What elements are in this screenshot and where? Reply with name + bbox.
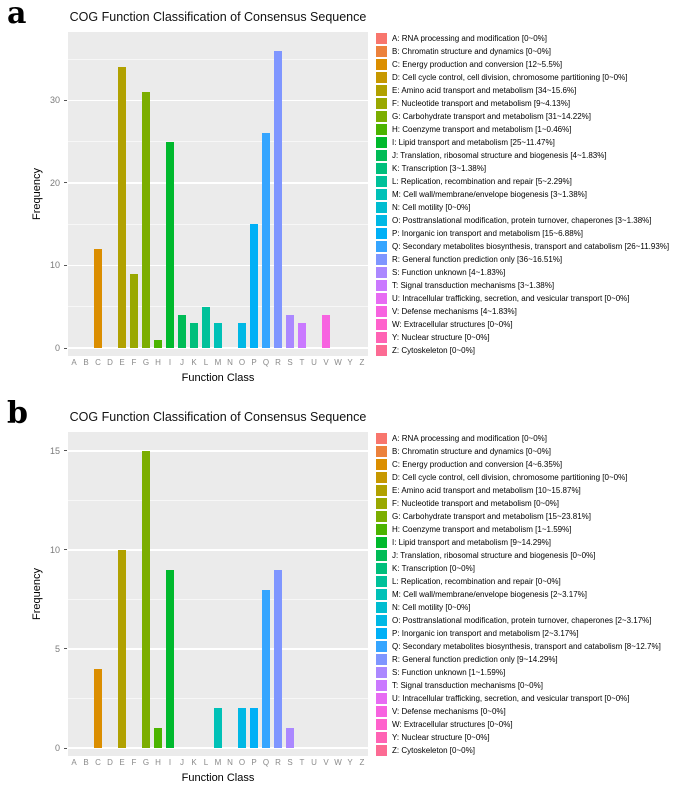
chart-a-plot-column: [30, 6, 368, 384]
legend-color-swatch: [376, 111, 387, 122]
x-tick-label-C: C: [95, 358, 101, 367]
legend-label: Q: Secondary metabolites biosynthesis, transport and catabolism [8~12.7%]: [392, 642, 661, 651]
legend-item-Z: [376, 744, 661, 757]
x-tick-label-V: V: [323, 758, 329, 767]
x-tick-label-W: W: [334, 358, 342, 367]
legend-label: F: Nucleotide transport and metabolism [9~4.13%]: [392, 99, 571, 108]
x-axis: [68, 756, 368, 770]
legend-label: Z: Cytoskeleton [0~0%]: [392, 746, 475, 755]
x-tick-label-O: O: [238, 758, 246, 767]
legend-label: J: Translation, ribosomal structure and biogenesis [4~1.83%]: [392, 151, 607, 160]
gridline-minor: [68, 306, 368, 307]
chart-main: [30, 432, 368, 756]
legend-label: K: Transcription [0~0%]: [392, 564, 475, 573]
legend-label: E: Amino acid transport and metabolism [34~15.6%]: [392, 86, 577, 95]
bar-P: [250, 224, 258, 348]
x-tick-label-A: A: [71, 358, 77, 367]
bar-E: [118, 67, 126, 348]
legend-label: H: Coenzyme transport and metabolism [1~1.59%]: [392, 525, 572, 534]
bar-M: [214, 323, 222, 348]
legend-label: R: General function prediction only [36~16.51%]: [392, 255, 563, 264]
bar-R: [274, 570, 282, 748]
bar-J: [178, 315, 186, 348]
legend-color-swatch: [376, 137, 387, 148]
gridline-major: [68, 265, 368, 266]
legend-label: A: RNA processing and modification [0~0%]: [392, 34, 547, 43]
chart-b-plot-column: [30, 406, 368, 784]
x-tick-label-G: G: [142, 358, 150, 367]
legend-item-B: [376, 45, 669, 58]
legend-label: W: Extracellular structures [0~0%]: [392, 720, 513, 729]
legend-color-swatch: [376, 319, 387, 330]
legend-label: A: RNA processing and modification [0~0%]: [392, 434, 547, 443]
legend-color-swatch: [376, 706, 387, 717]
legend-color-swatch: [376, 163, 387, 174]
legend-color-swatch: [376, 254, 387, 265]
legend-color-swatch: [376, 345, 387, 356]
legend-color-swatch: [376, 680, 387, 691]
x-tick-label-F: F: [131, 358, 137, 367]
legend-item-R: [376, 253, 669, 266]
legend-item-G: [376, 110, 669, 123]
legend-color-swatch: [376, 150, 387, 161]
x-tick-label-W: W: [334, 758, 342, 767]
gridline-major: [68, 549, 368, 550]
x-tick-label-B: B: [83, 358, 89, 367]
legend: [376, 32, 669, 357]
x-tick-label-A: A: [71, 758, 77, 767]
legend-color-swatch: [376, 459, 387, 470]
legend-item-O: [376, 614, 661, 627]
bar-O: [238, 323, 246, 348]
bar-K: [190, 323, 198, 348]
legend-item-H: [376, 123, 669, 136]
legend-color-swatch: [376, 46, 387, 57]
legend-label: Z: Cytoskeleton [0~0%]: [392, 346, 475, 355]
bar-I: [166, 142, 174, 348]
legend-item-E: [376, 84, 669, 97]
legend-color-swatch: [376, 189, 387, 200]
gridline-minor: [68, 141, 368, 142]
legend-color-swatch: [376, 228, 387, 239]
x-tick-label-F: F: [131, 758, 137, 767]
legend-color-swatch: [376, 293, 387, 304]
legend-item-Y: [376, 331, 669, 344]
legend-label: N: Cell motility [0~0%]: [392, 603, 471, 612]
x-tick-label-M: M: [214, 358, 222, 367]
y-tick-label: 30: [49, 95, 60, 106]
legend-item-A: [376, 432, 661, 445]
y-axis-title-text: Frequency: [31, 168, 43, 220]
y-tick-mark: [64, 182, 67, 183]
legend-color-swatch: [376, 59, 387, 70]
legend-label: L: Replication, recombination and repair [5~2.29%]: [392, 177, 572, 186]
legend-label: Y: Nuclear structure [0~0%]: [392, 333, 490, 342]
legend-color-swatch: [376, 576, 387, 587]
legend-label: S: Function unknown [4~1.83%]: [392, 268, 506, 277]
x-tick-label-N: N: [227, 358, 233, 367]
x-tick-label-P: P: [251, 758, 257, 767]
x-tick-label-N: N: [227, 758, 233, 767]
y-tick-label: 10: [49, 544, 60, 555]
x-tick-label-G: G: [142, 758, 150, 767]
bar-R: [274, 51, 282, 348]
legend-item-S: [376, 666, 661, 679]
x-tick-label-T: T: [299, 758, 305, 767]
legend-color-swatch: [376, 667, 387, 678]
gridline-major: [68, 182, 368, 183]
bar-T: [298, 323, 306, 348]
panel-label-b: b: [7, 396, 28, 431]
legend-color-swatch: [376, 472, 387, 483]
legend-color-swatch: [376, 98, 387, 109]
bar-P: [250, 708, 258, 748]
legend-color-swatch: [376, 589, 387, 600]
x-tick-label-U: U: [311, 758, 317, 767]
legend-item-A: [376, 32, 669, 45]
legend-item-N: [376, 201, 669, 214]
bar-C: [94, 669, 102, 748]
y-tick-mark: [64, 265, 67, 266]
x-tick-label-U: U: [311, 358, 317, 367]
y-axis-title: [30, 32, 44, 356]
bar-V: [322, 315, 330, 348]
x-tick-label-E: E: [119, 758, 125, 767]
legend-item-C: [376, 458, 661, 471]
legend-label: T: Signal transduction mechanisms [3~1.38%]: [392, 281, 555, 290]
legend-label: G: Carbohydrate transport and metabolism [31~14.22%]: [392, 112, 591, 121]
bar-I: [166, 570, 174, 748]
x-tick-label-I: I: [168, 758, 172, 767]
bar-M: [214, 708, 222, 748]
plot-area: [68, 432, 368, 756]
y-axis-title: [30, 432, 44, 756]
legend-label: C: Energy production and conversion [12~5.5%]: [392, 60, 563, 69]
x-tick-label-Q: Q: [262, 758, 270, 767]
legend-color-swatch: [376, 280, 387, 291]
legend-label: J: Translation, ribosomal structure and biogenesis [0~0%]: [392, 551, 596, 560]
x-tick-label-D: D: [107, 758, 113, 767]
x-axis-title: Function Class: [181, 372, 255, 384]
legend-color-swatch: [376, 550, 387, 561]
x-tick-label-Z: Z: [359, 758, 365, 767]
x-tick-label-L: L: [203, 358, 209, 367]
x-tick-label-S: S: [287, 358, 293, 367]
legend-label: W: Extracellular structures [0~0%]: [392, 320, 513, 329]
bar-S: [286, 728, 294, 748]
legend: [376, 432, 661, 757]
legend-item-K: [376, 162, 669, 175]
legend-color-swatch: [376, 176, 387, 187]
legend-item-F: [376, 497, 661, 510]
chart-title: COG Function Classification of Consensus Sequence: [69, 410, 367, 424]
legend-item-L: [376, 575, 661, 588]
y-tick-label: 5: [54, 643, 60, 654]
legend-color-swatch: [376, 602, 387, 613]
bar-L: [202, 307, 210, 348]
legend-label: H: Coenzyme transport and metabolism [1~0.46%]: [392, 125, 572, 134]
legend-label: U: Intracellular trafficking, secretion, and vesicular transport [0~0%]: [392, 694, 630, 703]
x-tick-label-R: R: [275, 758, 281, 767]
legend-color-swatch: [376, 485, 387, 496]
legend-label: G: Carbohydrate transport and metabolism [15~23.81%]: [392, 512, 591, 521]
legend-color-swatch: [376, 693, 387, 704]
legend-item-Q: [376, 640, 661, 653]
x-tick-label-C: C: [95, 758, 101, 767]
legend-item-Q: [376, 240, 669, 253]
legend-color-swatch: [376, 745, 387, 756]
panel-label-a: a: [7, 0, 27, 31]
bar-Q: [262, 133, 270, 348]
legend-item-B: [376, 445, 661, 458]
legend-item-U: [376, 292, 669, 305]
y-tick-mark: [64, 648, 67, 649]
legend-item-K: [376, 562, 661, 575]
y-tick-label: 15: [49, 445, 60, 456]
y-tick-mark: [64, 450, 67, 451]
y-tick-mark: [64, 549, 67, 550]
x-axis-title: Function Class: [181, 772, 255, 784]
legend-color-swatch: [376, 732, 387, 743]
legend-label: F: Nucleotide transport and metabolism [0~0%]: [392, 499, 559, 508]
legend-item-J: [376, 549, 661, 562]
legend-color-swatch: [376, 719, 387, 730]
legend-label: K: Transcription [3~1.38%]: [392, 164, 487, 173]
legend-color-swatch: [376, 641, 387, 652]
x-tick-label-B: B: [83, 758, 89, 767]
gridline-minor: [68, 599, 368, 600]
legend-item-M: [376, 588, 661, 601]
legend-label: M: Cell wall/membrane/envelope biogenesis [2~3.17%]: [392, 590, 587, 599]
x-tick-label-V: V: [323, 358, 329, 367]
x-tick-label-P: P: [251, 358, 257, 367]
legend-item-M: [376, 188, 669, 201]
legend-color-swatch: [376, 267, 387, 278]
legend-label: D: Cell cycle control, cell division, chromosome partitioning [0~0%]: [392, 73, 628, 82]
legend-label: R: General function prediction only [9~14.29%]: [392, 655, 558, 664]
legend-label: N: Cell motility [0~0%]: [392, 203, 471, 212]
legend-item-W: [376, 718, 661, 731]
legend-item-G: [376, 510, 661, 523]
legend-label: T: Signal transduction mechanisms [0~0%]: [392, 681, 543, 690]
legend-item-I: [376, 536, 661, 549]
x-tick-label-Y: Y: [347, 758, 353, 767]
legend-color-swatch: [376, 85, 387, 96]
legend-color-swatch: [376, 72, 387, 83]
legend-color-swatch: [376, 241, 387, 252]
x-tick-label-O: O: [238, 358, 246, 367]
chart-a: [30, 6, 685, 384]
legend-item-Z: [376, 344, 669, 357]
chart-title: COG Function Classification of Consensus Sequence: [69, 10, 367, 24]
legend-item-T: [376, 679, 661, 692]
bar-H: [154, 340, 162, 348]
legend-label: C: Energy production and conversion [4~6.35%]: [392, 460, 563, 469]
legend-color-swatch: [376, 33, 387, 44]
gridline-minor: [68, 698, 368, 699]
legend-item-P: [376, 227, 669, 240]
x-tick-label-E: E: [119, 358, 125, 367]
legend-label: D: Cell cycle control, cell division, chromosome partitioning [0~0%]: [392, 473, 628, 482]
legend-label: S: Function unknown [1~1.59%]: [392, 668, 506, 677]
x-tick-label-Z: Z: [359, 358, 365, 367]
bar-G: [142, 92, 150, 348]
y-axis: [44, 32, 68, 356]
x-tick-label-Y: Y: [347, 358, 353, 367]
gridline-major: [68, 100, 368, 101]
bar-G: [142, 451, 150, 748]
legend-item-P: [376, 627, 661, 640]
legend-item-V: [376, 305, 669, 318]
legend-item-N: [376, 601, 661, 614]
panel-b: [0, 396, 685, 800]
legend-item-W: [376, 318, 669, 331]
gridline-minor: [68, 500, 368, 501]
legend-item-S: [376, 266, 669, 279]
plot-area: [68, 32, 368, 356]
legend-item-I: [376, 136, 669, 149]
bar-O: [238, 708, 246, 748]
legend-color-swatch: [376, 306, 387, 317]
legend-color-swatch: [376, 511, 387, 522]
x-tick-label-I: I: [168, 358, 172, 367]
y-tick-mark: [64, 100, 67, 101]
bar-E: [118, 550, 126, 748]
legend-item-C: [376, 58, 669, 71]
legend-color-swatch: [376, 202, 387, 213]
legend-color-swatch: [376, 446, 387, 457]
legend-item-J: [376, 149, 669, 162]
x-tick-label-S: S: [287, 758, 293, 767]
x-tick-label-T: T: [299, 358, 305, 367]
legend-label: V: Defense mechanisms [4~1.83%]: [392, 307, 517, 316]
x-tick-label-J: J: [180, 758, 184, 767]
legend-label: O: Posttranslational modification, protein turnover, chaperones [3~1.38%]: [392, 216, 652, 225]
legend-color-swatch: [376, 563, 387, 574]
chart-main: [30, 32, 368, 356]
legend-item-D: [376, 471, 661, 484]
x-tick-label-R: R: [275, 358, 281, 367]
legend-color-swatch: [376, 537, 387, 548]
x-tick-label-Q: Q: [262, 358, 270, 367]
legend-color-swatch: [376, 628, 387, 639]
chart-b: [30, 406, 685, 784]
legend-label: B: Chromatin structure and dynamics [0~0%]: [392, 47, 551, 56]
x-tick-label-K: K: [191, 758, 197, 767]
legend-label: U: Intracellular trafficking, secretion, and vesicular transport [0~0%]: [392, 294, 630, 303]
y-tick-label: 20: [49, 177, 60, 188]
legend-label: V: Defense mechanisms [0~0%]: [392, 707, 506, 716]
bar-C: [94, 249, 102, 348]
legend-label: P: Inorganic ion transport and metabolism [15~6.88%]: [392, 229, 583, 238]
gridline-major: [68, 648, 368, 649]
y-tick-mark: [64, 348, 67, 349]
legend-color-swatch: [376, 615, 387, 626]
legend-item-O: [376, 214, 669, 227]
y-tick-label: 0: [54, 743, 60, 753]
legend-item-R: [376, 653, 661, 666]
legend-color-swatch: [376, 332, 387, 343]
legend-item-F: [376, 97, 669, 110]
bar-S: [286, 315, 294, 348]
legend-item-D: [376, 71, 669, 84]
legend-color-swatch: [376, 524, 387, 535]
legend-item-E: [376, 484, 661, 497]
legend-color-swatch: [376, 124, 387, 135]
gridline-minor: [68, 59, 368, 60]
legend-label: Y: Nuclear structure [0~0%]: [392, 733, 490, 742]
x-tick-label-M: M: [214, 758, 222, 767]
legend-item-V: [376, 705, 661, 718]
bar-F: [130, 274, 138, 348]
x-tick-label-K: K: [191, 358, 197, 367]
legend-item-T: [376, 279, 669, 292]
x-tick-label-H: H: [155, 758, 161, 767]
bar-H: [154, 728, 162, 748]
legend-label: M: Cell wall/membrane/envelope biogenesis [3~1.38%]: [392, 190, 587, 199]
bar-Q: [262, 590, 270, 748]
gridline-major: [68, 450, 368, 451]
y-axis: [44, 432, 68, 756]
y-tick-label: 0: [54, 343, 60, 353]
legend-color-swatch: [376, 498, 387, 509]
legend-item-U: [376, 692, 661, 705]
x-tick-label-H: H: [155, 358, 161, 367]
legend-color-swatch: [376, 433, 387, 444]
legend-label: Q: Secondary metabolites biosynthesis, transport and catabolism [26~11.93%]: [392, 242, 670, 251]
x-tick-label-L: L: [203, 758, 209, 767]
legend-color-swatch: [376, 215, 387, 226]
x-tick-label-D: D: [107, 358, 113, 367]
y-axis-title-text: Frequency: [31, 568, 43, 620]
legend-item-Y: [376, 731, 661, 744]
legend-item-H: [376, 523, 661, 536]
legend-label: I: Lipid transport and metabolism [25~11.47%]: [392, 138, 555, 147]
legend-label: L: Replication, recombination and repair [0~0%]: [392, 577, 561, 586]
legend-label: O: Posttranslational modification, protein turnover, chaperones [2~3.17%]: [392, 616, 652, 625]
x-tick-label-J: J: [180, 358, 184, 367]
legend-label: B: Chromatin structure and dynamics [0~0%]: [392, 447, 551, 456]
y-tick-label: 10: [49, 260, 60, 271]
x-axis: [68, 356, 368, 370]
gridline-minor: [68, 224, 368, 225]
legend-item-L: [376, 175, 669, 188]
legend-label: I: Lipid transport and metabolism [9~14.29%]: [392, 538, 551, 547]
legend-label: E: Amino acid transport and metabolism [10~15.87%]: [392, 486, 581, 495]
legend-label: P: Inorganic ion transport and metabolism [2~3.17%]: [392, 629, 579, 638]
y-tick-mark: [64, 748, 67, 749]
legend-color-swatch: [376, 654, 387, 665]
